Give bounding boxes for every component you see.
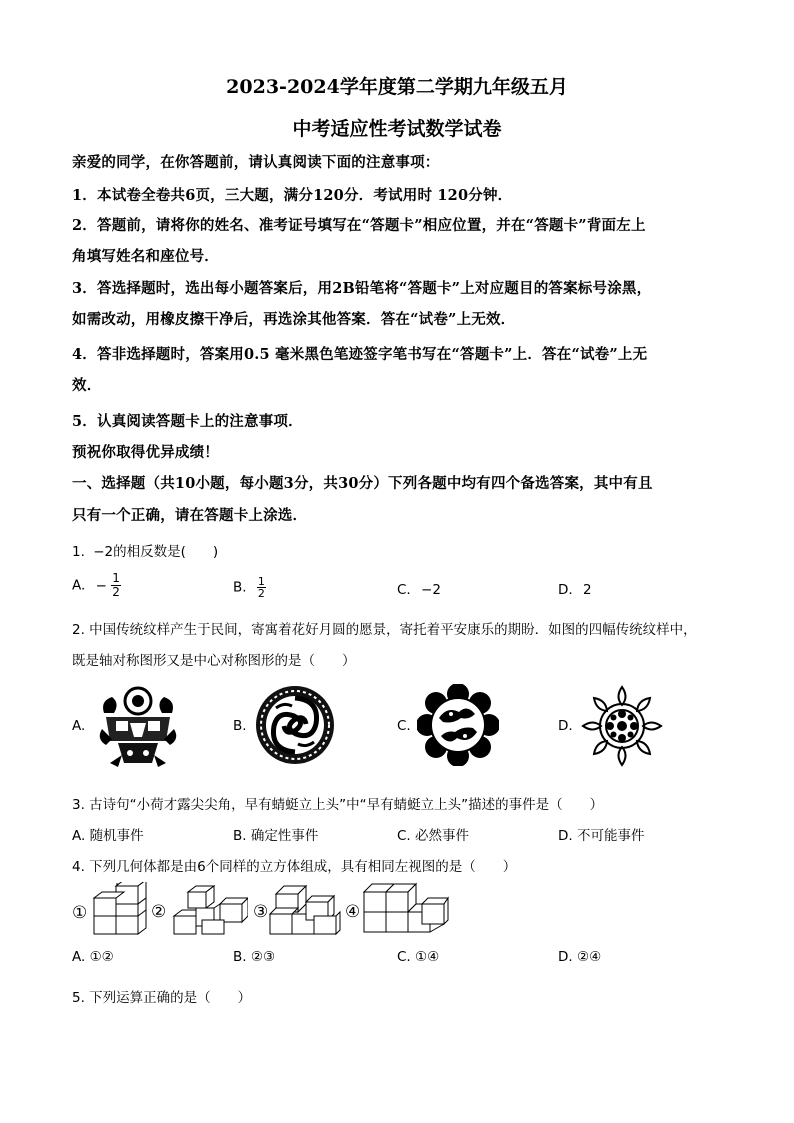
q1-b-numerator: 1 — [257, 575, 265, 588]
q4-option-d[interactable]: D. ②④ — [558, 949, 602, 965]
q1-option-d-value: 2 — [582, 582, 592, 598]
q2-stem-b: 既是轴对称图形又是中心对称图形的是（ ） — [72, 653, 356, 669]
q1-number: 1. — [72, 544, 85, 560]
q4-solid-1 — [92, 882, 150, 936]
q1-option-c-value: −2 — [421, 582, 441, 598]
notice-item-3a: 3．答选择题时，选出每小题答案后，用2B铅笔将“答题卡”上对应题目的答案标号涂黑， — [72, 280, 652, 297]
section-1-heading-a: 一、选择题（共10小题，每小题3分，共30分）下列各题中均有四个备选答案，其中有且 — [72, 475, 653, 492]
notice-item-4a: 4．答非选择题时，答案用0.5 毫米黑色笔迹签字笔书写在“答题卡”上．答在“试卷”上无 — [72, 346, 648, 363]
q1-option-b-label: B. — [233, 579, 247, 596]
q1-option-a-sign: − — [95, 577, 107, 594]
q4-solid-3 — [268, 882, 342, 936]
notice-item-3b: 如需改动，用橡皮擦干净后，再选涂其他答案．答在“试卷”上无效． — [72, 311, 516, 328]
q3-option-a[interactable]: A. 随机事件 — [72, 828, 144, 844]
q4-option-b[interactable]: B. ②③ — [233, 949, 276, 965]
q1-expr: −2 — [93, 544, 114, 560]
q4-figure-3-label: ③ — [253, 902, 269, 922]
q4-solid-2 — [172, 882, 248, 936]
pattern-c-image — [417, 684, 499, 766]
q1-option-d-label: D. — [558, 582, 573, 598]
q1-a-denominator: 2 — [112, 585, 120, 599]
q1-option-c-label: C. — [397, 582, 411, 598]
notice-wish: 预祝你取得优异成绩！ — [72, 444, 219, 461]
q5-stem: 5. 下列运算正确的是（ ） — [72, 990, 252, 1006]
q2-stem-a: 2. 中国传统纹样产生于民间，寄寓着花好月圆的愿景，寄托着平安康乐的期盼．如图的四幅传统纹样中， — [72, 622, 697, 638]
notice-item-1: 1．本试卷全卷共6页，三大题，满分120分．考试用时 120分钟． — [72, 187, 513, 204]
pattern-d-image — [579, 683, 665, 769]
notice-item-2a: 2．答题前，请将你的姓名、准考证号填写在“答题卡”相应位置，并在“答题卡”背面左上 — [72, 217, 646, 234]
q4-figure-2-label: ② — [151, 902, 167, 922]
q2-option-d-label[interactable]: D. — [558, 718, 573, 734]
q1-a-numerator: 1 — [112, 571, 120, 585]
q1-option-a-fraction — [111, 572, 121, 599]
pattern-a-image — [96, 683, 180, 769]
q1-b-denominator: 2 — [257, 587, 265, 600]
q3-option-d[interactable]: D. 不可能事件 — [558, 828, 645, 844]
q1-text: 的相反数是( ) — [113, 544, 219, 560]
q3-option-c[interactable]: C. 必然事件 — [397, 828, 470, 844]
q1-option-a[interactable] — [72, 572, 121, 599]
q4-figure-4-label: ④ — [345, 902, 361, 922]
title-line-2: 中考适应性考试数学试卷 — [292, 118, 502, 140]
q3-option-b[interactable]: B. 确定性事件 — [233, 828, 319, 844]
notice-item-4b: 效． — [72, 377, 102, 394]
notice-greeting: 亲爱的同学，在你答题前，请认真阅读下面的注意事项： — [72, 154, 440, 171]
q4-option-a[interactable]: A. ①② — [72, 949, 114, 965]
q1-stem — [72, 540, 218, 560]
title-line-1: 2023-2024学年度第二学期九年级五月 — [226, 76, 568, 98]
q1-option-c[interactable] — [397, 582, 441, 598]
q2-option-c-label[interactable]: C. — [397, 718, 411, 734]
notice-item-2b: 角填写姓名和座位号． — [72, 248, 219, 265]
q4-figure-1-label: ① — [72, 903, 88, 923]
q3-stem: 3. 古诗句“小荷才露尖尖角，早有蜻蜓立上头”中“早有蜻蜓立上头”描述的事件是（ ） — [72, 797, 604, 813]
notice-item-5: 5．认真阅读答题卡上的注意事项． — [72, 413, 303, 430]
q4-option-c[interactable]: C. ①④ — [397, 949, 440, 965]
section-1-heading-b: 只有一个正确，请在答题卡上涂选． — [72, 507, 308, 524]
q1-option-d[interactable] — [558, 582, 592, 598]
q1-option-b-fraction — [257, 576, 266, 599]
q1-option-a-label: A. — [72, 577, 86, 594]
pattern-b-image — [254, 684, 336, 766]
q2-option-b-label[interactable]: B. — [233, 718, 247, 734]
q2-option-a-label[interactable]: A. — [72, 718, 86, 734]
q1-option-b[interactable] — [233, 576, 266, 599]
q4-solid-4 — [362, 880, 450, 936]
q4-stem: 4. 下列几何体都是由6个同样的立方体组成，具有相同左视图的是（ ） — [72, 859, 517, 875]
